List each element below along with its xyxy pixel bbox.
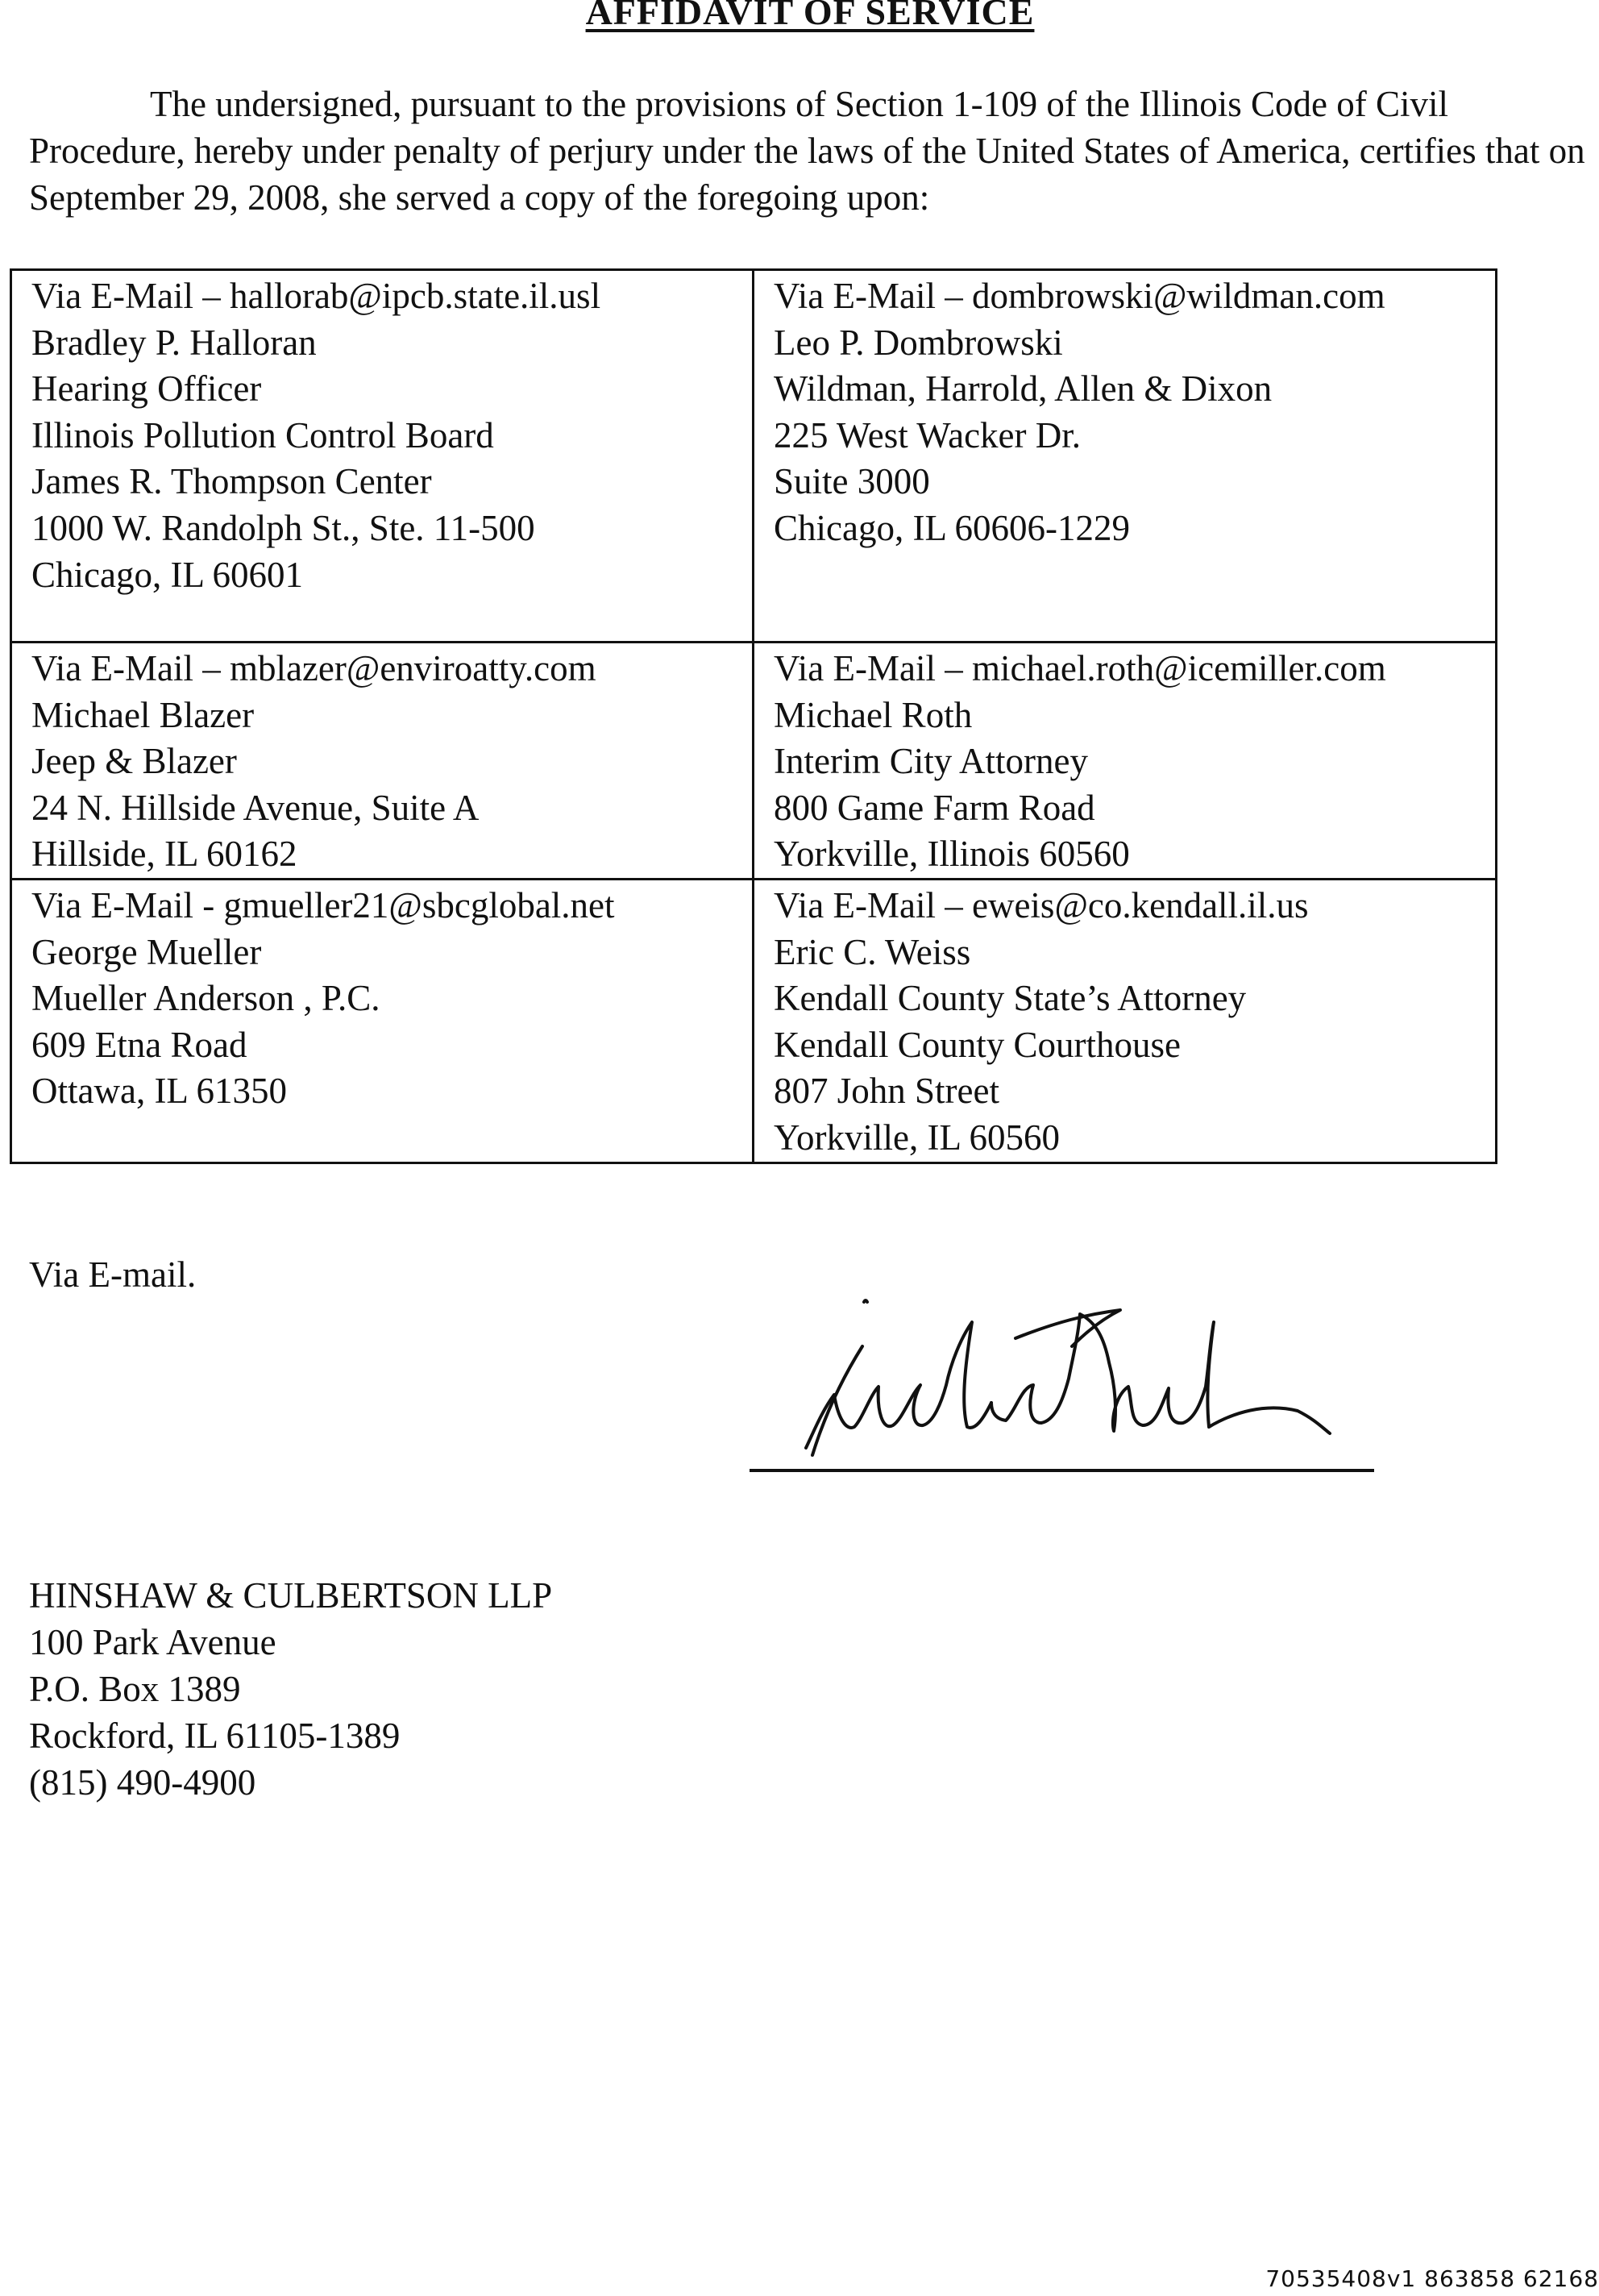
service-line: Chicago, IL 60606-1229	[774, 507, 1131, 548]
service-line: Mueller Anderson , P.C.	[31, 978, 380, 1019]
service-line: Kendall County State’s Attorney	[774, 978, 1247, 1019]
table-row	[11, 643, 1497, 880]
service-line: 609 Etna Road	[31, 1024, 247, 1065]
service-line: Interim City Attorney	[774, 741, 1088, 782]
handwritten-signature	[750, 1290, 1378, 1475]
service-line: Hillside, IL 60162	[31, 834, 297, 875]
via-email-note: Via E-mail.	[29, 1254, 197, 1295]
service-line: 800 Game Farm Road	[774, 787, 1095, 828]
service-line: Kendall County Courthouse	[774, 1024, 1181, 1065]
firm-block	[29, 1572, 552, 1806]
service-line: Michael Roth	[774, 694, 973, 735]
table-row	[11, 879, 1497, 1163]
intro-paragraph	[29, 81, 1599, 221]
firm-address-line-1: 100 Park Avenue	[29, 1622, 276, 1662]
service-cell	[754, 643, 1497, 880]
service-line: Michael Blazer	[31, 694, 255, 735]
service-line: Yorkville, Illinois 60560	[774, 834, 1130, 875]
firm-city: Rockford, IL 61105-1389	[29, 1716, 401, 1756]
service-line: Bradley P. Halloran	[31, 322, 317, 363]
service-line: Yorkville, IL 60560	[774, 1117, 1061, 1158]
service-cell	[754, 270, 1497, 643]
service-line: Leo P. Dombrowski	[774, 322, 1063, 363]
service-line: Wildman, Harrold, Allen & Dixon	[774, 368, 1273, 410]
firm-phone: (815) 490-4900	[29, 1762, 256, 1803]
service-line: Via E-Mail – michael.roth@icemiller.com	[774, 648, 1386, 688]
service-line: Ottawa, IL 61350	[31, 1071, 287, 1112]
firm-name: HINSHAW & CULBERTSON LLP	[29, 1575, 553, 1616]
service-line: 24 N. Hillside Avenue, Suite A	[31, 787, 480, 828]
service-cell	[11, 643, 754, 880]
signature-line	[750, 1469, 1374, 1472]
service-line: 1000 W. Randolph St., Ste. 11-500	[31, 507, 535, 548]
service-line: Illinois Pollution Control Board	[31, 414, 494, 455]
document-id: 70535408v1 863858 62168	[1265, 2265, 1599, 2292]
service-line: Suite 3000	[774, 461, 930, 502]
service-line: Hearing Officer	[31, 368, 262, 410]
service-line: Via E-Mail – dombrowski@wildman.com	[774, 276, 1385, 316]
service-line: George Mueller	[31, 931, 262, 972]
service-line: Via E-Mail – hallorab@ipcb.state.il.usl	[31, 276, 601, 316]
service-line: Jeep & Blazer	[31, 741, 237, 782]
service-list-table	[10, 268, 1497, 1164]
service-cell	[11, 879, 754, 1163]
service-line: James R. Thompson Center	[31, 461, 432, 502]
table-row	[11, 270, 1497, 643]
service-cell	[754, 879, 1497, 1163]
firm-address-line-2: P.O. Box 1389	[29, 1669, 241, 1709]
intro-text: The undersigned, pursuant to the provisions of Section 1-109 of the Illinois Code of Civil Procedure, hereby under penalty of perjury under the laws of the United States of America, certifies that on September 29, 2008, she served a copy of the foregoing upon:	[29, 84, 1585, 218]
service-line: Eric C. Weiss	[774, 931, 971, 972]
service-cell	[11, 270, 754, 643]
service-line: Via E-Mail – mblazer@enviroatty.com	[31, 648, 596, 688]
service-line: Via E-Mail - gmueller21@sbcglobal.net	[31, 884, 615, 925]
service-line: 807 John Street	[774, 1071, 999, 1112]
service-line: 225 West Wacker Dr.	[774, 414, 1082, 455]
service-line: Chicago, IL 60601	[31, 554, 304, 595]
document-title: AFFIDAVIT OF SERVICE	[585, 0, 1035, 32]
service-line: Via E-Mail – eweis@co.kendall.il.us	[774, 884, 1309, 925]
